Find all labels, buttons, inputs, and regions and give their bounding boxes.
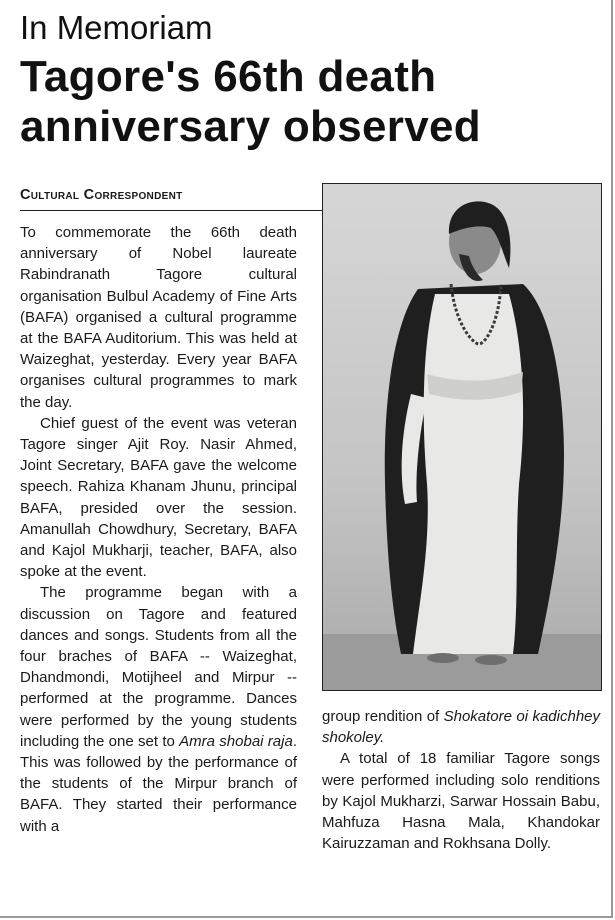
section-label: In Memoriam	[20, 9, 213, 46]
byline: Cultural Correspondent	[20, 187, 325, 211]
robe-light	[413, 294, 523, 654]
headline: Tagore's 66th death anniversary observed	[20, 52, 481, 151]
paragraph-3-text: The programme began with a discussion on Tagore and featured dances and songs. Students from all the four braches of BAFA -- Waizeghat, Dhandmondi, Motijheel and Mirpur -- performed at the programme. Dances were performed by the young students including the one set to	[20, 584, 297, 750]
article-column-left	[20, 222, 297, 837]
song-title: Amra shobai raja	[179, 732, 293, 750]
paragraph-3-continued	[322, 706, 600, 748]
portrait-photo-icon	[323, 184, 601, 690]
article-column-right	[322, 706, 600, 854]
paragraph-3	[20, 582, 297, 836]
paragraph-3-text-c: group rendition of	[322, 708, 444, 725]
song-title-2: Shokatore oi kadichhey shokoley.	[322, 708, 600, 747]
paragraph-4: A total of 18 familiar Tagore songs were performed including solo renditions by Kajol Mukharzi, Sarwar Hossain Babu, Mahfuza Hasna Mala, Khandokar Kairuzzaman and Rokhsana Dolly.	[322, 750, 600, 853]
paragraph-2: Chief guest of the event was veteran Tagore singer Ajit Roy. Nasir Ahmed, Joint Secretary, BAFA gave the welcome speech. Rahiza Khanam Jhunu, principal BAFA, presided over the session. Amanullah Chowdhury, Secretary, BAFA and Kajol Mukharji, teacher, BAFA, also spoke at the event.	[20, 414, 297, 581]
paragraph-3-text-cont: . This was followed by the performance of the students of the Mirpur branch of BAFA. They started their performance with a	[20, 732, 297, 835]
portrait-foot-left	[427, 653, 459, 663]
portrait-foot-right	[475, 655, 507, 665]
paragraph-1: To commemorate the 66th death anniversary of Nobel laureate Rabindranath Tagore cultural organisation Bulbul Academy of Fine Arts (BAFA) organised a cultural programme at the BAFA Auditorium. This was held at Waizeghat, yesterday. Every year BAFA organises cultural programmes to mark the day.	[20, 224, 297, 411]
tagore-portrait-photo	[322, 183, 602, 691]
